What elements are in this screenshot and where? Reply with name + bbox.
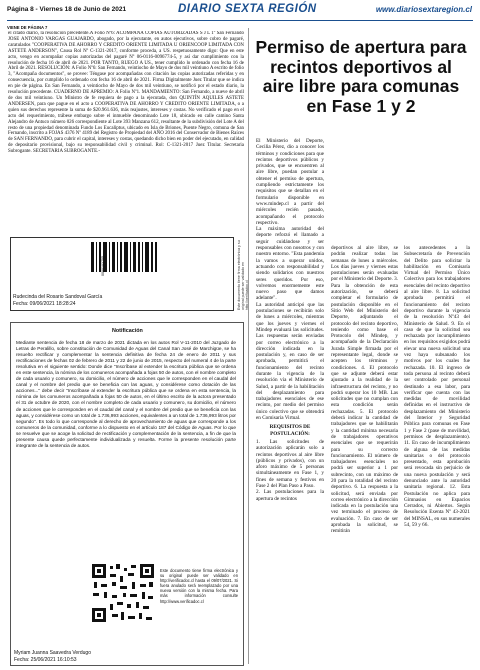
requirements-heading: REQUISITOS DE POSTULACIÓN: xyxy=(269,424,311,437)
signer-name-1: Rudecinda del Rosario Sandoval García xyxy=(13,294,103,300)
website-link[interactable]: www.diariosextaregion.cl xyxy=(375,5,472,14)
article-headline: Permiso de apertura para recintos deportivos al aire libre para comunas en Fase 1 y 2 xyxy=(255,37,467,116)
page-header xyxy=(0,0,480,22)
article-col1-text: El Ministerio del Deporte, Cecilia Pérez, dio a conocer los términos y condiciones para que recintos deportivos públicos y privados, que se encuentren al aire libre, puedan postular a obtener el permiso de apertura, cumpliendo estrictamente los requisitos que se detallan en el formulario disponible en www.mindep.cl a partir del miércoles recién pasado, acompañando el protocolo respectivo. La máxima autoridad del deporte reforzó el llamado a seguir cuidándose y ser responsables con nosotros y con nuestro entorno. "Esta pandemia la vamos a superar unidos, actuando con responsabilidad y siendo solidarios con nuestros seres queridos. Por eso, volvemos enormemente este nuevo paso que damos adelante". La autoridad anticipó que las postulaciones se recibirán solo de lunes a miércoles, mientras que los jueves y viernes el Mindep evaluará las solicitudes. Las respuestas serán enviadas por correo electrónico a la dirección indicada en la postulación y, en caso de ser aprobada, permitirá el funcionamiento del recinto durante la vigencia de la resolución vía el Ministerio de Salud, a partir de la habilitación del desplazamiento para trabajadores esenciales de ese recinto, por medio del permiso único colectivo que se obtendrá en Comisaría Virtual. xyxy=(256,138,324,422)
verification-note-1: Este documento tiene firma electrónica y su original puede ser validado en http://verificadoc.cl xyxy=(237,240,249,310)
column-divider xyxy=(248,28,249,664)
header-rule xyxy=(7,20,473,21)
article-column-2: deportivos al aire libre, se podrán realizar todas las semanas de lunes a miércoles. Los días jueves y viernes estas postulaciones serán evaluadas por el Ministerio del Deporte. 3. Para la obtención de esta autorización, se deberá completar el formulario de postulación disponible en el Sitio Web del Ministerio del Deporte, adjuntando el protocolo del recinto deportivo, teniendo como base el Protocolo del Mindep, y acompañado de la Declaración Jurada Simple firmada por el representante legal, donde se acepten los términos y condiciones. 4. El protocolo que se adjunte deberá estar ajustado a la realidad de la infraestructura del recinto, y no podrá superar los 10 MB. Las solicitudes que no cumplan con esta condición serán rechazadas. 5. El protocolo deberá indicar la cantidad de trabajadores que se habilitarán y la cantidad mínima necesaria de trabajadores operativos esenciales que se requerirán para su correcto funcionamiento. El número de trabajadores esenciales no podrá ser superior a 1 por subrecinto, con un máximo de 20 para la totalidad del recinto deportivo. 6. La respuesta a la solicitud, será enviada por correo electrónico a la dirección indicada en la postulación una vez terminado el proceso de evaluación. 7. En caso de ser aprobada la solicitud, se remitirán xyxy=(331,245,398,535)
barcode-number: 0000103755 xyxy=(101,256,105,276)
page-number-date: Página 8 - Viernes 18 de Junio de 2021 xyxy=(7,6,127,13)
masthead: DIARIO SEXTA REGIÓN xyxy=(178,3,317,15)
notification-text: Mediante sentencia de fecha 18 de marzo de 2021 dictada en los autos Rol V-11-2010 del Juzgado de Letras de Peralillo, sobre constitución de Comunidad de Aguas del Canal San José de Marchigüe, se ha resuelto rectificar y complementar la sentencia definitiva de fecha 24 de enero de 2011 y sus rectificaciones de fechas 02 de febrero de 2011 y 22 de junio de 2015, respecto del numeral 4 de la parte resolutiva en el siguiente sentido: Donde dice "Inscríbase al extender la escritura pública que se ordena en este sentencia, la nómina de los comuneros acompañada a fojas 50 de autos, con el nombre completo de cada usuario y comunero, su domicilio, el número de acciones que le corresponden en el caudal del canal y el nombre del predio que se beneficia con las aguas, y considérese como dotación de las acciones..." debe decir "Inscríbase al extender la escritura pública que se ordena en esta sentencia, la nómina de los comuneros acompañada a fojas 50 de autos, en el último escrito de la actora presentado el 31 de octubre de 2020, con el nombre completo de cada usuario y comunero, su domicilio, el número de acciones que le corresponden en el caudal del canal y el nombre del predio que se beneficia con las aguas, y considérese como un total de 1.736,993 acciones, equivalentes a un total de 1.736,993 litros por segundo". Es todo lo que corresponde al derecho de aprovechamiento de aguas que corresponde a los comuneros de la comunidad, conforme a lo dispuesto en el artículo 187 del Código de Aguas. Por lo que se resuelve que se acoge la solicitud de rectificación y complementación de la sentencia, a fin de que la presente causa quede perfectamente individualizada y resuelta. Forme la presente resolución parte integrante de la sentencia de autos. xyxy=(16,340,236,448)
qr-code-icon xyxy=(90,562,156,624)
signature-box-1 xyxy=(10,237,234,311)
article-column-3: los antecedentes a la Subsecretaría de Prevención del Delito para solicitar la habilitación en Comisaría Virtual del Permiso Único Colectivo para los trabajadores esenciales del recinto deportivo al aire libre. 8. La solicitud aprobada permitirá el funcionamiento del recinto deportivo durante la vigencia de la resolución Nº43 del Ministerio de Salud. 9. En el caso de que la solicitud sea rechazada por incumplimiento en los requisitos exigidos podrá elevar una nueva solicitud una vez haya subsanado los motivos por los cuales fue rechazada. 10. El ingreso de toda persona al recinto deberá ser controlado por personal destinado a esa labor, para verificar que cuenta con las medidas de movilidad definidas en el instructivo de desplazamiento del Ministerio del Interior y Seguridad Pública para comunas en Fase 1 y Fase 2 (pase de movilidad, permisos de desplazamiento). 11. En caso de incumplimiento de alguna de las medidas sanitarias o del protocolo presentado, esta aprobación será revocada sin perjuicio de una nueva postulación y será denunciado ante la autoridad sanitaria regional. 12. Esta Postulación no aplica para Gimnasios en Espacios Cerrados, ni Abiertos. Según Resolución Exenta Nº 43-2021 del MINSAL, en sus numerales 54, 59 y 66. xyxy=(404,245,470,529)
article-column-1 xyxy=(256,138,324,664)
verification-note-2: Este documento tiene firma electrónica y su original puede ser validado en http://verificadoc.cl hasta el 09/07/2021. Si fuera anulado será reemplazado por una nueva versión con la misma fecha. Para más información consulte http://www.verificadoc.cl xyxy=(160,568,238,604)
signature-date-1: Fecha: 09/06/2021 18:28:24 xyxy=(13,301,76,307)
legal-notice-text: el citado diario, la resolución precedente.A Folio Nº6: ACOMPAÑA COPIAS AUTORIZADAS S J L 1º San Fernando JOSE ANTONIO VARGAS GUAJARDO, abogado, por la ejecutante, en autos ejecutivos, sobre cobro de pagaré, caratulados "COOPERATIVA DE AHORRO Y CREDITO ORIENTE LIMITADA U ORIENCOOP LIMITADA CON ASTETE ANDERSON", Causa Rol Nº C-1321-2017, conforme proceda, a US. respetuosamente digo: Que en este acto, vengo en acompañar copias autorizadas del pagaré Nº 06-0116-0096774-5, y así dar cumplimiento con la resolución de fecha 16 de abril de 2021. POR TANTO, RUEGO A US., tener cumplido lo ordenado con fecha 16 de Abril de 2021. RESOLUCIÓN: A Folio Nº6: San Fernando, veintiocho de Mayo de dos mil veintiuno A escrito de folio 3, "Acompaña documentos", se provee: Téngase por acompañadas con citación las copias autorizadas referidas y en consecuencia, por cumplido lo ordenado con fecha 16 de abril de 2021. Firma Digitalmente Juez Titular que se indica en pie de página. En San Fernando, a veintiocho de Mayo de dos mil veintiuno, se notificó por el estado diario, la resolución precedente. CUADERNO DE APREMIO: A Folio Nº1. MANDAMIENTO: San Fernando, a nueve de abril de dos mil veintiuno. Un Ministro de fe requiera de pago a la ejecutada, don QUINTÍN AQUILES ASTETE ANDERSEN, para que pague en el acto a COOPERATIVA DE AHORRO Y CREDITO ORIENTE LIMITADA, o a quien sus derechos represente la suma de $20.961.636, más reajustes, intereses y costas. No verificado el pago en el acto del requerimiento, trábese embargo sobre el inmueble denominado Lote 18, ubicado en calle camino Santa Alejandro de Antuco número 026 correspondiente al Lote 393 Manzana 612, resultante de la subdivisión del Lote A del resto de una propiedad denominada Fundo Los Eucaliptus, ubicado en Isla de Briones, Puente Negro, comuna de San Fernando, inscrito a FOJAS 4376 Nº 4189 del Registro de Propiedad del AÑO 2016 del Conservador de Bienes Raíces de SAN FERNANDO, para cubrir el capital, intereses y costas, quedando dicho bien en poder del ejecutado, en calidad de depositario provisional, bajo su responsabilidad civil y criminal. Rol: C-1321-2017 Juez Titular. Secretaria Subrogante. SECRETARIA SUBROGANTE.- xyxy=(8,31,244,155)
notification-title: Notificación xyxy=(112,328,143,334)
signer-name-2: Myriam Juanna Saavedra Verdugo xyxy=(14,650,91,656)
article-col1-list: 1. Las solicitudes de autorización aplicarán solo a recintos deportivos al aire libre (públicos y privados), con un aforo máximo de 5 personas simultáneamente en Fase 1, y fines de semana y festivos en Fase 2 del Plan Paso a Paso. 2. Las postulaciones para la apertura de recintos xyxy=(256,438,324,502)
qr-code-icon xyxy=(89,240,159,274)
section-label: VIENE DE PÁGINA 7 xyxy=(7,25,48,30)
signature-date-2: Fecha: 25/06/2021 16:10:53 xyxy=(14,657,77,663)
